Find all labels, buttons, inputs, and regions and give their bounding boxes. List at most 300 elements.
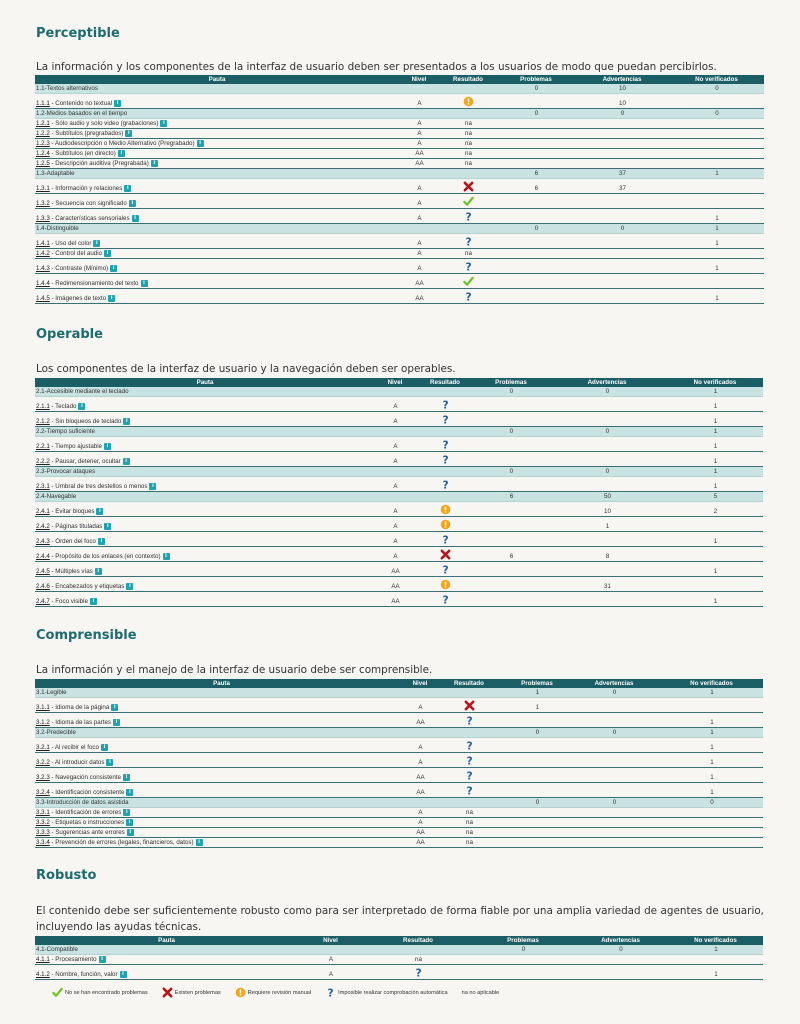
guideline-code-link[interactable]: 3.2.4 xyxy=(36,789,50,796)
guideline-code-link[interactable]: 1.2.5 xyxy=(36,160,50,167)
cell-pauta xyxy=(35,592,375,607)
cell-nivel: A xyxy=(375,477,415,492)
guideline-row xyxy=(35,965,763,980)
cell-no-verificados xyxy=(660,818,763,828)
category-label: 3.3-Introducción de datos asistida xyxy=(35,798,408,808)
cell-advertencias xyxy=(568,808,660,818)
cell-resultado xyxy=(432,768,506,783)
cell-problemas xyxy=(497,149,575,159)
guideline-code-link[interactable]: 3.3.2 xyxy=(36,819,50,826)
cell-resultado xyxy=(439,94,497,109)
col-header-nivel: Nivel xyxy=(375,378,415,387)
cell-nivel: A xyxy=(399,234,439,249)
category-label: 1.4-Distinguible xyxy=(35,224,399,234)
cell-resultado xyxy=(432,713,506,728)
cell-nivel: A xyxy=(399,194,439,209)
guideline-code-link[interactable]: 3.1.2 xyxy=(36,719,50,726)
info-icon[interactable]: i xyxy=(123,418,130,425)
guideline-code-link[interactable]: 1.4.5 xyxy=(36,295,50,302)
cell-nivel: A xyxy=(399,129,439,139)
cell-advertencias xyxy=(568,698,660,713)
cell-nivel: AA xyxy=(375,562,415,577)
cell-advertencias: 10 xyxy=(547,502,667,517)
guideline-name: - Tiempo ajustable xyxy=(49,443,103,450)
check-icon xyxy=(52,987,63,998)
guideline-code-link[interactable]: 2.4.2 xyxy=(36,523,50,530)
guideline-code-link[interactable]: 3.3.1 xyxy=(36,809,50,816)
svg-text:?: ? xyxy=(466,755,473,766)
guideline-code-link[interactable]: 1.3.1 xyxy=(36,185,50,192)
cell-pauta xyxy=(35,532,375,547)
result-na: na xyxy=(465,130,472,137)
guideline-code-link[interactable]: 2.4.6 xyxy=(36,583,50,590)
category-label: 2.2-Tiempo suficiente xyxy=(35,427,375,437)
info-icon[interactable]: i xyxy=(110,265,117,272)
col-header-problemas: Problemas xyxy=(473,936,573,945)
question-icon xyxy=(463,261,474,272)
cell-nivel: A xyxy=(399,209,439,224)
cell-nivel: AA xyxy=(408,768,432,783)
cell-pauta xyxy=(35,149,399,159)
guideline-row xyxy=(35,808,763,818)
cell-advertencias xyxy=(568,738,660,753)
question-icon xyxy=(463,236,474,247)
cell-resultado xyxy=(432,798,506,808)
table-header-row xyxy=(35,679,763,688)
cell-pauta xyxy=(35,209,399,224)
cell-problemas xyxy=(497,139,575,149)
cell-resultado xyxy=(415,492,475,502)
cell-problemas: 0 xyxy=(506,798,568,808)
category-row xyxy=(35,224,764,234)
cell-problemas xyxy=(497,274,575,289)
guideline-code-link[interactable]: 1.4.2 xyxy=(36,250,50,257)
cell-no-verificados xyxy=(669,94,764,109)
cell-advertencias xyxy=(575,249,669,259)
cell-pauta xyxy=(35,965,298,980)
cell-nivel xyxy=(375,492,415,502)
guideline-name: - Subtítulos (pregrabados) xyxy=(49,130,124,137)
info-icon[interactable]: i xyxy=(99,956,106,963)
cross-icon xyxy=(464,700,475,711)
cell-advertencias: 0 xyxy=(547,427,667,437)
cell-nivel: A xyxy=(375,452,415,467)
cell-resultado xyxy=(363,965,473,980)
cell-pauta xyxy=(35,249,399,259)
cell-advertencias: 0 xyxy=(575,109,669,119)
guideline-code-link[interactable]: 1.1.1 xyxy=(36,100,50,107)
cell-nivel xyxy=(408,688,432,698)
category-label: 1.2-Medios basados en el tiempo xyxy=(35,109,399,119)
info-icon[interactable]: i xyxy=(124,185,131,192)
question-icon xyxy=(440,399,451,410)
section-description-operable: Los componentes de la interfaz de usuario y la navegación deben ser operables. xyxy=(36,363,456,375)
category-label: 3.2-Predecible xyxy=(35,728,408,738)
info-icon[interactable]: i xyxy=(123,458,130,465)
cell-resultado xyxy=(415,452,475,467)
question-icon xyxy=(440,414,451,425)
cell-problemas: 0 xyxy=(497,109,575,119)
info-icon[interactable]: i xyxy=(95,568,102,575)
cell-nivel: A xyxy=(375,517,415,532)
guideline-code-link[interactable]: 2.4.5 xyxy=(36,568,50,575)
cell-pauta xyxy=(35,828,408,838)
col-header-problemas: Problemas xyxy=(475,378,547,387)
legend-item-unknown xyxy=(325,987,447,998)
cell-resultado xyxy=(439,159,497,169)
cell-problemas: 0 xyxy=(506,728,568,738)
info-icon[interactable]: i xyxy=(129,200,136,207)
guideline-name: - Secuencia con significado xyxy=(49,200,127,207)
cell-problemas xyxy=(497,289,575,304)
guideline-code-link[interactable]: 1.2.4 xyxy=(36,150,50,157)
cell-pauta xyxy=(35,289,399,304)
guideline-code-link[interactable]: 2.2.2 xyxy=(36,458,50,465)
info-icon[interactable]: i xyxy=(126,819,133,826)
result-na: na xyxy=(466,819,473,826)
guideline-row xyxy=(35,838,763,848)
svg-text:?: ? xyxy=(415,967,422,978)
info-icon[interactable]: i xyxy=(141,280,148,287)
info-icon[interactable]: i xyxy=(98,538,105,545)
cell-resultado xyxy=(432,808,506,818)
cell-problemas xyxy=(497,159,575,169)
cell-no-verificados xyxy=(667,577,763,592)
cell-no-verificados: 2 xyxy=(667,502,763,517)
table-comprensible xyxy=(35,679,763,848)
cell-resultado xyxy=(439,129,497,139)
question-icon xyxy=(440,479,451,490)
guideline-code-link[interactable]: 4.1.2 xyxy=(36,971,50,978)
category-row xyxy=(35,427,763,437)
col-header-nivel: Nivel xyxy=(408,679,432,688)
question-icon xyxy=(463,291,474,302)
cell-no-verificados xyxy=(667,517,763,532)
cell-problemas: 1 xyxy=(506,698,568,713)
col-header-advertencias: Advertencias xyxy=(568,679,660,688)
guideline-code-link[interactable]: 2.3.1 xyxy=(36,483,50,490)
info-icon[interactable]: i xyxy=(123,809,130,816)
cell-nivel: A xyxy=(375,397,415,412)
info-icon[interactable]: i xyxy=(118,150,125,157)
cell-advertencias: 37 xyxy=(575,179,669,194)
result-na: na xyxy=(465,150,472,157)
guideline-row xyxy=(35,249,764,259)
guideline-name: - Pausar, detener, ocultar xyxy=(49,458,121,465)
cell-pauta xyxy=(35,234,399,249)
guideline-code-link[interactable]: 1.2.2 xyxy=(36,130,50,137)
cell-problemas xyxy=(497,129,575,139)
info-icon[interactable]: i xyxy=(125,130,132,137)
info-icon[interactable]: i xyxy=(126,583,133,590)
legend-label: na no aplicable xyxy=(461,989,500,996)
cell-problemas xyxy=(475,502,547,517)
table-robusto xyxy=(35,936,763,980)
cell-no-verificados xyxy=(660,698,763,713)
col-header-no-verificados: No verificados xyxy=(668,936,763,945)
col-header-advertencias: Advertencias xyxy=(573,936,668,945)
guideline-code-link[interactable]: 1.2.3 xyxy=(36,140,50,147)
result-na: na xyxy=(415,956,422,963)
cell-resultado xyxy=(439,209,497,224)
info-icon[interactable]: i xyxy=(123,774,130,781)
guideline-code-link[interactable]: 2.4.3 xyxy=(36,538,50,545)
cell-problemas xyxy=(506,753,568,768)
cell-advertencias xyxy=(573,965,668,980)
cell-pauta xyxy=(35,179,399,194)
guideline-row xyxy=(35,129,764,139)
cell-pauta xyxy=(35,738,408,753)
svg-text:?: ? xyxy=(465,261,472,272)
cell-problemas xyxy=(497,94,575,109)
cell-resultado xyxy=(415,502,475,517)
guideline-code-link[interactable]: 1.4.4 xyxy=(36,280,50,287)
info-icon[interactable]: i xyxy=(96,508,103,515)
category-label: 4.1-Compatible xyxy=(35,945,298,955)
svg-text:?: ? xyxy=(442,414,449,425)
result-na: na xyxy=(466,829,473,836)
cell-advertencias xyxy=(575,139,669,149)
cell-no-verificados: 0 xyxy=(669,84,764,94)
cell-problemas xyxy=(506,738,568,753)
info-icon[interactable]: i xyxy=(160,120,167,127)
guideline-row xyxy=(35,179,764,194)
cell-problemas xyxy=(475,437,547,452)
info-icon[interactable]: i xyxy=(126,789,133,796)
cell-problemas xyxy=(506,818,568,828)
guideline-name: - Sólo audio y solo video (grabaciones) xyxy=(49,120,159,127)
cell-pauta xyxy=(35,477,375,492)
guideline-row xyxy=(35,94,764,109)
cell-nivel: AA xyxy=(375,577,415,592)
cell-problemas xyxy=(475,452,547,467)
section-title-comprensible: Comprensible xyxy=(36,628,137,643)
cell-advertencias xyxy=(547,452,667,467)
guideline-code-link[interactable]: 2.1.2 xyxy=(36,418,50,425)
guideline-code-link[interactable]: 3.2.1 xyxy=(36,744,50,751)
guideline-name: - Procesamiento xyxy=(49,956,97,963)
cell-pauta xyxy=(35,502,375,517)
guideline-row xyxy=(35,517,763,532)
guideline-code-link[interactable]: 1.2.1 xyxy=(36,120,50,127)
cell-advertencias: 0 xyxy=(568,798,660,808)
cell-nivel: A xyxy=(399,259,439,274)
guideline-code-link[interactable]: 2.4.1 xyxy=(36,508,50,515)
info-icon[interactable]: i xyxy=(111,704,118,711)
svg-text:?: ? xyxy=(442,564,449,575)
category-label: 1.1-Textos alternativos xyxy=(35,84,399,94)
svg-text:?: ? xyxy=(442,594,449,605)
info-icon[interactable]: i xyxy=(108,295,115,302)
guideline-code-link[interactable]: 3.3.3 xyxy=(36,829,50,836)
cell-advertencias xyxy=(568,783,660,798)
category-label: 1.3-Adaptable xyxy=(35,169,399,179)
cell-nivel: A xyxy=(408,808,432,818)
cell-advertencias xyxy=(547,412,667,427)
question-icon xyxy=(413,967,424,978)
question-icon xyxy=(464,715,475,726)
cell-resultado xyxy=(439,249,497,259)
svg-text:?: ? xyxy=(442,479,449,490)
check-icon xyxy=(463,196,474,207)
cell-no-verificados: 1 xyxy=(667,387,763,397)
cell-problemas xyxy=(497,194,575,209)
cell-resultado xyxy=(439,109,497,119)
cell-pauta xyxy=(35,713,408,728)
cell-advertencias xyxy=(547,437,667,452)
cell-nivel: A xyxy=(408,738,432,753)
info-icon[interactable]: i xyxy=(101,744,108,751)
guideline-row xyxy=(35,139,764,149)
col-header-pauta: Pauta xyxy=(35,75,399,84)
guideline-row xyxy=(35,274,764,289)
col-header-no-verificados: No verificados xyxy=(667,378,763,387)
cell-pauta xyxy=(35,517,375,532)
guideline-name: - Idioma de la página xyxy=(49,704,110,711)
cell-resultado xyxy=(439,274,497,289)
cell-problemas xyxy=(506,768,568,783)
info-icon[interactable]: i xyxy=(149,483,156,490)
cell-problemas: 0 xyxy=(497,224,575,234)
cell-no-verificados: 1 xyxy=(660,768,763,783)
info-icon[interactable]: i xyxy=(78,403,85,410)
guideline-row xyxy=(35,452,763,467)
cell-pauta xyxy=(35,577,375,592)
category-row xyxy=(35,945,763,955)
guideline-code-link[interactable]: 1.3.3 xyxy=(36,215,50,222)
cell-no-verificados xyxy=(669,179,764,194)
question-icon xyxy=(325,987,336,998)
cell-nivel xyxy=(408,728,432,738)
col-header-advertencias: Advertencias xyxy=(575,75,669,84)
guideline-code-link[interactable]: 4.1.1 xyxy=(36,956,50,963)
cell-resultado xyxy=(415,517,475,532)
info-icon[interactable]: i xyxy=(106,759,113,766)
info-icon[interactable]: i xyxy=(196,839,203,846)
guideline-row xyxy=(35,698,763,713)
guideline-code-link[interactable]: 3.3.4 xyxy=(36,839,50,846)
cell-no-verificados: 1 xyxy=(669,289,764,304)
cell-nivel: A xyxy=(375,547,415,562)
info-icon[interactable]: i xyxy=(90,598,97,605)
cell-no-verificados: 1 xyxy=(669,209,764,224)
guideline-code-link[interactable]: 3.2.3 xyxy=(36,774,50,781)
info-icon[interactable]: i xyxy=(104,250,111,257)
guideline-row xyxy=(35,577,763,592)
cell-problemas xyxy=(475,412,547,427)
section-description-robusto: El contenido debe ser suficientemente robusto como para ser interpretado de forma fiable por una amplia variedad de agentes de usuario, incluyendo las ayudas técnicas. xyxy=(36,905,764,933)
cell-advertencias: 0 xyxy=(575,224,669,234)
question-icon xyxy=(440,534,451,545)
cell-nivel: A xyxy=(298,955,363,965)
info-icon[interactable]: i xyxy=(120,971,127,978)
cell-no-verificados: 1 xyxy=(660,783,763,798)
guideline-code-link[interactable]: 3.2.2 xyxy=(36,759,50,766)
guideline-code-link[interactable]: 1.3.2 xyxy=(36,200,50,207)
cell-resultado xyxy=(415,427,475,437)
cell-no-verificados xyxy=(660,828,763,838)
cell-problemas xyxy=(475,532,547,547)
guideline-code-link[interactable]: 2.4.4 xyxy=(36,553,50,560)
cell-pauta xyxy=(35,753,408,768)
cell-problemas: 6 xyxy=(497,179,575,194)
cell-nivel: AA xyxy=(399,274,439,289)
guideline-name: - Prevención de errores (legales, financieros, datos) xyxy=(49,839,194,846)
info-icon[interactable]: i xyxy=(104,523,111,530)
results-legend xyxy=(52,987,513,998)
cell-nivel: A xyxy=(399,249,439,259)
cell-no-verificados xyxy=(669,119,764,129)
legend-label: Imposible realizar comprobación automática xyxy=(338,989,448,996)
info-icon[interactable]: i xyxy=(197,140,204,147)
cell-problemas xyxy=(506,783,568,798)
info-icon[interactable]: i xyxy=(163,553,170,560)
cell-resultado xyxy=(415,437,475,452)
guideline-row xyxy=(35,818,763,828)
guideline-code-link[interactable]: 2.4.7 xyxy=(36,598,50,605)
info-icon[interactable]: i xyxy=(93,240,100,247)
col-header-resultado: Resultado xyxy=(363,936,473,945)
cell-no-verificados: 5 xyxy=(667,492,763,502)
question-icon xyxy=(464,785,475,796)
guideline-code-link[interactable]: 1.4.3 xyxy=(36,265,50,272)
guideline-row xyxy=(35,159,764,169)
cell-advertencias xyxy=(547,532,667,547)
svg-text:?: ? xyxy=(442,534,449,545)
guideline-row xyxy=(35,955,763,965)
guideline-code-link[interactable]: 1.4.1 xyxy=(36,240,50,247)
guideline-row xyxy=(35,437,763,452)
info-icon[interactable]: i xyxy=(127,829,134,836)
cell-advertencias xyxy=(568,753,660,768)
svg-text:?: ? xyxy=(442,399,449,410)
warning-icon xyxy=(235,987,246,998)
info-icon[interactable]: i xyxy=(151,160,158,167)
legend-label: Requiere revisión manual xyxy=(247,989,312,996)
svg-text:?: ? xyxy=(442,454,449,465)
info-icon[interactable]: i xyxy=(113,719,120,726)
col-header-pauta: Pauta xyxy=(35,936,298,945)
cell-advertencias: 1 xyxy=(547,517,667,532)
section-title-perceptible: Perceptible xyxy=(36,26,120,41)
cell-problemas: 0 xyxy=(497,84,575,94)
question-icon xyxy=(440,564,451,575)
cell-advertencias: 0 xyxy=(568,688,660,698)
section-title-robusto: Robusto xyxy=(36,868,97,883)
cell-problemas xyxy=(497,259,575,274)
cell-nivel: A xyxy=(298,965,363,980)
guideline-name: - Encabezados y etiquetas xyxy=(49,583,125,590)
cell-pauta xyxy=(35,397,375,412)
cell-resultado xyxy=(415,477,475,492)
guideline-code-link[interactable]: 3.1.1 xyxy=(36,704,50,711)
cell-advertencias xyxy=(547,562,667,577)
cell-advertencias: 0 xyxy=(547,467,667,477)
cell-no-verificados xyxy=(667,547,763,562)
info-icon[interactable]: i xyxy=(132,215,139,222)
guideline-code-link[interactable]: 2.2.1 xyxy=(36,443,50,450)
cell-no-verificados: 0 xyxy=(660,798,763,808)
cell-pauta xyxy=(35,119,399,129)
info-icon[interactable]: i xyxy=(104,443,111,450)
cell-advertencias: 50 xyxy=(547,492,667,502)
cell-resultado xyxy=(439,149,497,159)
cell-resultado xyxy=(432,738,506,753)
cell-resultado xyxy=(363,955,473,965)
cell-resultado xyxy=(415,412,475,427)
guideline-code-link[interactable]: 2.1.1 xyxy=(36,403,50,410)
info-icon[interactable]: i xyxy=(114,100,121,107)
